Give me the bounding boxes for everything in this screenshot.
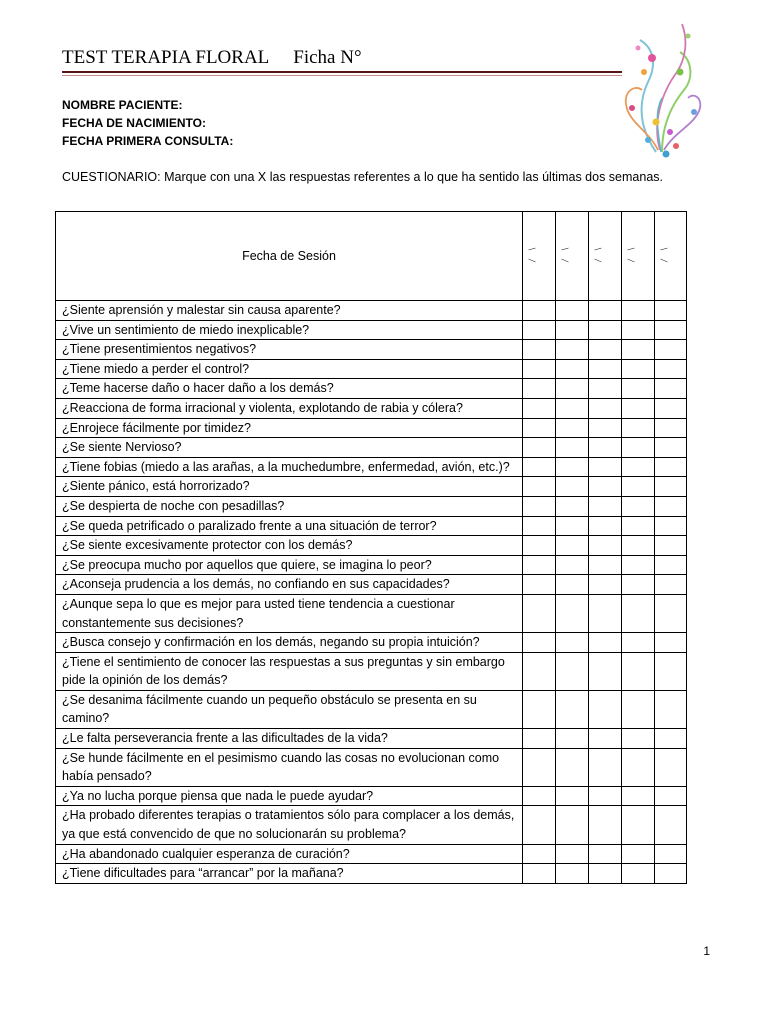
answer-checkbox-cell[interactable] [655, 806, 687, 844]
answer-checkbox-cell[interactable] [589, 652, 622, 690]
session-date-header: Fecha de Sesión [56, 212, 523, 301]
answer-checkbox-cell[interactable] [655, 555, 687, 575]
answer-checkbox-cell[interactable] [589, 594, 622, 632]
answer-checkbox-cell[interactable] [523, 496, 556, 516]
answer-checkbox-cell[interactable] [622, 786, 655, 806]
question-text: ¿Busca consejo y confirmación en los demás, negando su propia intuición? [56, 633, 523, 653]
table-row [56, 379, 687, 399]
table-row [56, 864, 687, 884]
answer-checkbox-cell[interactable] [655, 633, 687, 653]
answer-checkbox-cell[interactable] [622, 536, 655, 556]
answer-checkbox-cell[interactable] [523, 516, 556, 536]
answer-checkbox-cell[interactable] [622, 575, 655, 595]
question-text: ¿Reacciona de forma irracional y violenta, explotando de rabia y cólera? [56, 398, 523, 418]
date-slash-icon [622, 247, 640, 265]
answer-checkbox-cell[interactable] [622, 301, 655, 321]
answer-checkbox-cell[interactable] [556, 844, 589, 864]
answer-checkbox-cell[interactable] [523, 806, 556, 844]
answer-checkbox-cell[interactable] [556, 496, 589, 516]
answer-checkbox-cell[interactable] [622, 594, 655, 632]
answer-checkbox-cell[interactable] [622, 729, 655, 749]
question-text: ¿Se siente excesivamente protector con los demás? [56, 536, 523, 556]
answer-checkbox-cell[interactable] [556, 555, 589, 575]
answer-checkbox-cell[interactable] [622, 457, 655, 477]
table-row [56, 359, 687, 379]
table-row [56, 477, 687, 497]
table-row [56, 516, 687, 536]
answer-checkbox-cell[interactable] [589, 575, 622, 595]
answer-checkbox-cell[interactable] [622, 844, 655, 864]
answer-checkbox-cell[interactable] [655, 301, 687, 321]
table-row [56, 320, 687, 340]
answer-checkbox-cell[interactable] [523, 748, 556, 786]
birth-date-label: FECHA DE NACIMIENTO: [62, 116, 206, 130]
page-title [62, 47, 362, 69]
answer-checkbox-cell[interactable] [523, 786, 556, 806]
answer-checkbox-cell[interactable] [556, 320, 589, 340]
answer-checkbox-cell[interactable] [556, 438, 589, 458]
date-slash-icon [556, 247, 574, 265]
answer-checkbox-cell[interactable] [556, 359, 589, 379]
answer-checkbox-cell[interactable] [655, 690, 687, 728]
ficha-number-label: Ficha N° [293, 47, 362, 68]
answer-checkbox-cell[interactable] [655, 536, 687, 556]
answer-checkbox-cell[interactable] [556, 690, 589, 728]
first-visit-label: FECHA PRIMERA CONSULTA: [62, 134, 234, 148]
answer-checkbox-cell[interactable] [556, 748, 589, 786]
answer-checkbox-cell[interactable] [622, 340, 655, 360]
page-number: 1 [703, 944, 710, 958]
table-row [56, 575, 687, 595]
question-text: ¿Se desanima fácilmente cuando un pequeño obstáculo se presenta en su camino? [56, 690, 523, 728]
table-row [56, 652, 687, 690]
answer-checkbox-cell[interactable] [622, 477, 655, 497]
answer-checkbox-cell[interactable] [523, 575, 556, 595]
answer-checkbox-cell[interactable] [589, 555, 622, 575]
table-row [56, 690, 687, 728]
date-slash-icon [523, 247, 541, 265]
answer-checkbox-cell[interactable] [589, 340, 622, 360]
question-text: ¿Le falta perseverancia frente a las dificultades de la vida? [56, 729, 523, 749]
question-text: ¿Tiene el sentimiento de conocer las respuestas a sus preguntas y sin embargo pide la opinión de los demás? [56, 652, 523, 690]
table-row [56, 536, 687, 556]
answer-checkbox-cell[interactable] [589, 844, 622, 864]
answer-checkbox-cell[interactable] [556, 575, 589, 595]
answer-checkbox-cell[interactable] [589, 359, 622, 379]
question-text: ¿Teme hacerse daño o hacer daño a los demás? [56, 379, 523, 399]
answer-checkbox-cell[interactable] [589, 477, 622, 497]
answer-checkbox-cell[interactable] [523, 864, 556, 884]
patient-fields [62, 96, 233, 150]
answer-checkbox-cell[interactable] [622, 690, 655, 728]
answer-checkbox-cell[interactable] [523, 690, 556, 728]
question-text: ¿Tiene miedo a perder el control? [56, 359, 523, 379]
answer-checkbox-cell[interactable] [556, 477, 589, 497]
answer-checkbox-cell[interactable] [655, 748, 687, 786]
answer-checkbox-cell[interactable] [589, 536, 622, 556]
form-title: TEST TERAPIA FLORAL [62, 47, 270, 68]
answer-checkbox-cell[interactable] [622, 418, 655, 438]
question-text: ¿Aunque sepa lo que es mejor para usted tiene tendencia a cuestionar constantemente sus decisiones? [56, 594, 523, 632]
question-text: ¿Ha abandonado cualquier esperanza de curación? [56, 844, 523, 864]
answer-checkbox-cell[interactable] [556, 301, 589, 321]
answer-checkbox-cell[interactable] [523, 301, 556, 321]
answer-checkbox-cell[interactable] [655, 516, 687, 536]
answer-checkbox-cell[interactable] [655, 575, 687, 595]
answer-checkbox-cell[interactable] [622, 398, 655, 418]
answer-checkbox-cell[interactable] [523, 555, 556, 575]
answer-checkbox-cell[interactable] [589, 806, 622, 844]
answer-checkbox-cell[interactable] [655, 864, 687, 884]
answer-checkbox-cell[interactable] [622, 555, 655, 575]
answer-checkbox-cell[interactable] [523, 594, 556, 632]
answer-checkbox-cell[interactable] [523, 477, 556, 497]
answer-checkbox-cell[interactable] [589, 748, 622, 786]
answer-checkbox-cell[interactable] [655, 729, 687, 749]
date-slash-icon [655, 247, 673, 265]
table-row [56, 418, 687, 438]
answer-checkbox-cell[interactable] [523, 320, 556, 340]
table-row [56, 844, 687, 864]
answer-checkbox-cell[interactable] [622, 633, 655, 653]
answer-checkbox-cell[interactable] [622, 806, 655, 844]
date-slash-icon [589, 247, 607, 265]
answer-checkbox-cell[interactable] [523, 418, 556, 438]
answer-checkbox-cell[interactable] [622, 438, 655, 458]
floral-swirl-icon [622, 12, 704, 160]
question-text: ¿Siente pánico, está horrorizado? [56, 477, 523, 497]
answer-checkbox-cell[interactable] [589, 864, 622, 884]
answer-checkbox-cell[interactable] [655, 496, 687, 516]
answer-checkbox-cell[interactable] [556, 594, 589, 632]
answer-checkbox-cell[interactable] [556, 340, 589, 360]
answer-checkbox-cell[interactable] [622, 379, 655, 399]
table-row [56, 457, 687, 477]
answer-checkbox-cell[interactable] [622, 320, 655, 340]
session-date-cell[interactable] [523, 212, 556, 301]
answer-checkbox-cell[interactable] [523, 457, 556, 477]
answer-checkbox-cell[interactable] [589, 438, 622, 458]
question-text: ¿Ha probado diferentes terapias o tratamientos sólo para complacer a los demás, ya que está convencido de que no solucionarán su problema? [56, 806, 523, 844]
question-text: ¿Se hunde fácilmente en el pesimismo cuando las cosas no evolucionan como había pensado? [56, 748, 523, 786]
answer-checkbox-cell[interactable] [622, 864, 655, 884]
answer-checkbox-cell[interactable] [556, 536, 589, 556]
answer-checkbox-cell[interactable] [589, 301, 622, 321]
question-text: ¿Enrojece fácilmente por timidez? [56, 418, 523, 438]
answer-checkbox-cell[interactable] [556, 864, 589, 884]
answer-checkbox-cell[interactable] [655, 457, 687, 477]
question-text: ¿Ya no lucha porque piensa que nada le puede ayudar? [56, 786, 523, 806]
answer-checkbox-cell[interactable] [589, 418, 622, 438]
answer-checkbox-cell[interactable] [655, 320, 687, 340]
answer-checkbox-cell[interactable] [556, 398, 589, 418]
questionnaire-table [55, 211, 687, 884]
title-underline-secondary [62, 75, 622, 76]
answer-checkbox-cell[interactable] [523, 536, 556, 556]
table-row [56, 806, 687, 844]
answer-checkbox-cell[interactable] [655, 359, 687, 379]
answer-checkbox-cell[interactable] [622, 516, 655, 536]
table-row [56, 748, 687, 786]
table-row [56, 594, 687, 632]
answer-checkbox-cell[interactable] [589, 633, 622, 653]
question-text: ¿Tiene presentimientos negativos? [56, 340, 523, 360]
answer-checkbox-cell[interactable] [622, 748, 655, 786]
session-date-cell[interactable] [589, 212, 622, 301]
question-text: ¿Se despierta de noche con pesadillas? [56, 496, 523, 516]
session-date-cell[interactable] [556, 212, 589, 301]
answer-checkbox-cell[interactable] [655, 594, 687, 632]
answer-checkbox-cell[interactable] [655, 438, 687, 458]
question-text: ¿Se preocupa mucho por aquellos que quiere, se imagina lo peor? [56, 555, 523, 575]
answer-checkbox-cell[interactable] [655, 652, 687, 690]
answer-checkbox-cell[interactable] [523, 729, 556, 749]
table-row [56, 633, 687, 653]
table-row [56, 398, 687, 418]
answer-checkbox-cell[interactable] [589, 729, 622, 749]
table-row [56, 340, 687, 360]
answer-checkbox-cell[interactable] [556, 652, 589, 690]
answer-checkbox-cell[interactable] [556, 379, 589, 399]
answer-checkbox-cell[interactable] [556, 516, 589, 536]
answer-checkbox-cell[interactable] [556, 633, 589, 653]
answer-checkbox-cell[interactable] [622, 359, 655, 379]
answer-checkbox-cell[interactable] [655, 418, 687, 438]
question-text: ¿Se siente Nervioso? [56, 438, 523, 458]
answer-checkbox-cell[interactable] [589, 690, 622, 728]
answer-checkbox-cell[interactable] [523, 438, 556, 458]
table-row [56, 729, 687, 749]
answer-checkbox-cell[interactable] [523, 844, 556, 864]
answer-checkbox-cell[interactable] [523, 379, 556, 399]
question-text: ¿Se queda petrificado o paralizado frente a una situación de terror? [56, 516, 523, 536]
answer-checkbox-cell[interactable] [556, 786, 589, 806]
session-date-cell[interactable] [622, 212, 655, 301]
question-text: ¿Vive un sentimiento de miedo inexplicable? [56, 320, 523, 340]
answer-checkbox-cell[interactable] [622, 496, 655, 516]
question-text: ¿Siente aprensión y malestar sin causa aparente? [56, 301, 523, 321]
table-row [56, 301, 687, 321]
answer-checkbox-cell[interactable] [523, 340, 556, 360]
patient-name-label: NOMBRE PACIENTE: [62, 98, 183, 112]
title-underline [62, 71, 622, 73]
answer-checkbox-cell[interactable] [556, 729, 589, 749]
answer-checkbox-cell[interactable] [589, 496, 622, 516]
table-row [56, 496, 687, 516]
table-row [56, 786, 687, 806]
table-row [56, 438, 687, 458]
answer-checkbox-cell[interactable] [523, 398, 556, 418]
answer-checkbox-cell[interactable] [589, 457, 622, 477]
answer-checkbox-cell[interactable] [589, 516, 622, 536]
table-header-row [56, 212, 687, 301]
question-text: ¿Aconseja prudencia a los demás, no confiando en sus capacidades? [56, 575, 523, 595]
answer-checkbox-cell[interactable] [556, 806, 589, 844]
answer-checkbox-cell[interactable] [622, 652, 655, 690]
answer-checkbox-cell[interactable] [655, 340, 687, 360]
table-row [56, 555, 687, 575]
answer-checkbox-cell[interactable] [523, 652, 556, 690]
answer-checkbox-cell[interactable] [655, 477, 687, 497]
answer-checkbox-cell[interactable] [655, 398, 687, 418]
answer-checkbox-cell[interactable] [556, 457, 589, 477]
answer-checkbox-cell[interactable] [655, 786, 687, 806]
question-text: ¿Tiene fobias (miedo a las arañas, a la muchedumbre, enfermedad, avión, etc.)? [56, 457, 523, 477]
answer-checkbox-cell[interactable] [523, 633, 556, 653]
questionnaire-instructions: CUESTIONARIO: Marque con una X las respuestas referentes a lo que ha sentido las últimas dos semanas. [62, 170, 663, 184]
answer-checkbox-cell[interactable] [655, 379, 687, 399]
answer-checkbox-cell[interactable] [523, 359, 556, 379]
answer-checkbox-cell[interactable] [589, 786, 622, 806]
session-date-cell[interactable] [655, 212, 687, 301]
question-text: ¿Tiene dificultades para “arrancar” por la mañana? [56, 864, 523, 884]
answer-checkbox-cell[interactable] [655, 844, 687, 864]
answer-checkbox-cell[interactable] [589, 398, 622, 418]
answer-checkbox-cell[interactable] [556, 418, 589, 438]
answer-checkbox-cell[interactable] [589, 320, 622, 340]
answer-checkbox-cell[interactable] [589, 379, 622, 399]
